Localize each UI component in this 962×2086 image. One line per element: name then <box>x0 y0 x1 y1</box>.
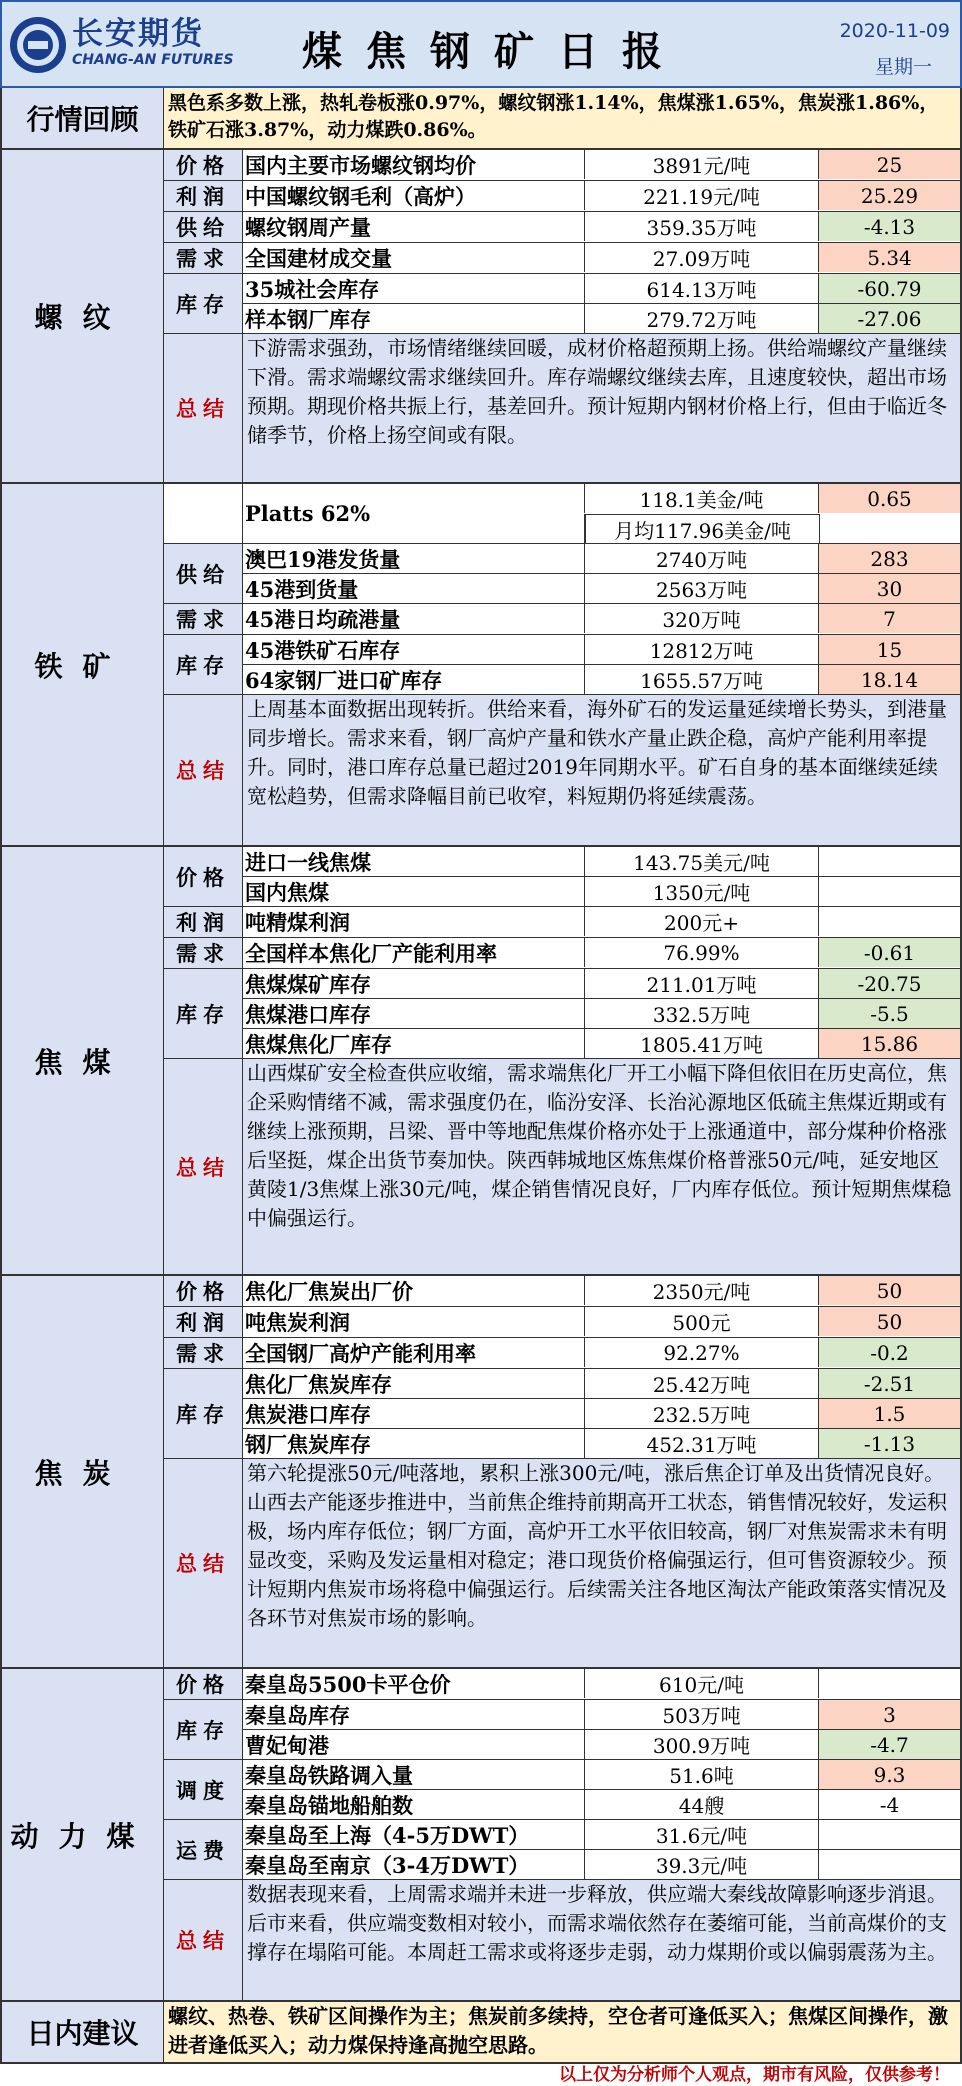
indicator-value: 221.19元/吨 <box>585 181 819 210</box>
indicator-group <box>164 1760 960 1820</box>
indicator-value: 12812万吨 <box>585 635 819 664</box>
category-label: 库存 <box>164 1700 243 1759</box>
indicator-name: 进口一线焦煤 <box>243 847 585 876</box>
category-label: 库存 <box>164 969 243 1058</box>
indicator-group <box>164 1820 960 1880</box>
indicator-row <box>243 212 960 241</box>
indicator-row <box>243 574 960 603</box>
section-name: 动力煤 <box>2 1669 164 2000</box>
indicator-name: 吨精煤利润 <box>243 907 585 936</box>
indicator-rows <box>243 847 960 906</box>
summary-label: 总结 <box>164 334 243 482</box>
indicator-change: -2.51 <box>819 1369 960 1398</box>
section-body <box>164 150 960 482</box>
indicator-row <box>243 1429 960 1458</box>
section-name: 螺纹 <box>2 150 164 482</box>
indicator-group <box>164 212 960 243</box>
section-4 <box>0 1669 962 2002</box>
indicator-name: 国内主要市场螺纹钢均价 <box>243 150 585 179</box>
summary-group <box>164 695 960 845</box>
indicator-value: 3891元/吨 <box>585 150 819 179</box>
intraday-advice-text: 螺纹、热卷、铁矿区间操作为主；焦炭前多续持，空仓者可逢低买入；焦煤区间操作，激进者逢低买入；动力煤保持逢高抛空思路。 <box>164 2002 960 2062</box>
indicator-group <box>164 1338 960 1369</box>
indicator-value: 232.5万吨 <box>585 1399 819 1428</box>
indicator-group <box>164 1276 960 1307</box>
chang-an-logo-icon <box>6 10 76 80</box>
category-label: 库存 <box>164 635 243 694</box>
indicator-row <box>243 604 960 633</box>
indicator-row <box>243 484 960 526</box>
indicator-value: 332.5万吨 <box>585 999 819 1028</box>
indicator-name: 焦煤港口库存 <box>243 999 585 1028</box>
indicator-change: 18.14 <box>819 665 960 694</box>
indicator-change: 50 <box>819 1276 960 1305</box>
indicator-change: 0.65 <box>819 484 960 513</box>
indicator-name: Platts 62% <box>245 501 371 526</box>
indicator-value: 452.31万吨 <box>585 1429 819 1458</box>
indicator-rows <box>243 604 960 634</box>
category-label: 运费 <box>164 1820 243 1879</box>
report-weekday: 星期一 <box>874 56 932 78</box>
indicator-group <box>164 544 960 604</box>
section-name: 焦煤 <box>2 847 164 1274</box>
indicator-change: 15.86 <box>819 1029 960 1058</box>
indicator-name: 秦皇岛锚地船舶数 <box>243 1790 585 1819</box>
indicator-change: -20.75 <box>819 969 960 998</box>
indicator-change: 9.3 <box>819 1760 960 1789</box>
indicator-change: -0.2 <box>819 1338 960 1367</box>
indicator-value: 27.09万吨 <box>585 243 819 272</box>
indicator-row <box>243 1820 960 1850</box>
indicator-row <box>243 1029 960 1058</box>
indicator-group <box>164 907 960 938</box>
category-label: 供给 <box>164 212 243 242</box>
summary-group <box>164 1459 960 1667</box>
footer <box>0 2056 962 2086</box>
indicator-rows <box>243 1338 960 1368</box>
indicator-change <box>819 907 960 936</box>
indicator-change: 15 <box>819 635 960 664</box>
indicator-change: -4.7 <box>819 1730 960 1759</box>
indicator-change: 25 <box>819 150 960 179</box>
category-label: 库存 <box>164 274 243 333</box>
category-label: 价格 <box>164 847 243 906</box>
indicator-change: 7 <box>819 604 960 633</box>
indicator-group <box>164 1369 960 1459</box>
company-name-en: CHANG-AN FUTURES <box>72 52 234 68</box>
indicator-name: 焦煤焦化厂库存 <box>243 1029 585 1058</box>
indicator-name: 秦皇岛至上海（4-5万DWT） <box>243 1820 585 1849</box>
indicator-value: 31.6元/吨 <box>585 1820 819 1849</box>
section-2 <box>0 847 962 1276</box>
commodity-sections <box>0 150 962 2002</box>
indicator-rows <box>243 150 960 180</box>
indicator-value: 51.6吨 <box>585 1760 819 1789</box>
indicator-name: 45港铁矿石库存 <box>243 635 585 664</box>
indicator-rows <box>243 181 960 211</box>
indicator-row <box>243 243 960 272</box>
indicator-value: 359.35万吨 <box>585 212 819 241</box>
summary-label: 总结 <box>164 1459 243 1667</box>
summary-text: 数据表现来看，上周需求端并未进一步释放，供应端大秦线故障影响逐步消退。后市来看，供应端变数相对较小，而需求端依然存在萎缩可能，当前高煤价的支撑存在塌陷可能。本周赶工需求或将逐步走弱，动力煤期价或以偏弱震荡为主。 <box>243 1880 960 2000</box>
indicator-name: 秦皇岛库存 <box>243 1700 585 1729</box>
report-date: 2020-11-09 <box>839 20 950 42</box>
indicator-value: 76.99% <box>585 938 819 967</box>
indicator-change: 50 <box>819 1307 960 1336</box>
indicator-change <box>819 877 960 906</box>
indicator-group <box>164 1307 960 1338</box>
indicator-value: 39.3元/吨 <box>585 1850 819 1879</box>
section-0 <box>0 150 962 484</box>
indicator-row <box>243 1399 960 1429</box>
indicator-name: 64家钢厂进口矿库存 <box>243 665 585 694</box>
indicator-row <box>243 274 960 304</box>
indicator-row <box>243 907 960 936</box>
category-label: 需求 <box>164 938 243 968</box>
market-review-label: 行情回顾 <box>2 88 164 148</box>
indicator-rows <box>243 969 960 1058</box>
indicator-name: 焦化厂焦炭库存 <box>243 1369 585 1398</box>
indicator-row <box>243 969 960 999</box>
indicator-name: 曹妃甸港 <box>243 1730 585 1759</box>
indicator-name: 螺纹钢周产量 <box>243 212 585 241</box>
section-body <box>164 1276 960 1667</box>
indicator-change <box>819 1669 960 1698</box>
indicator-change <box>820 514 960 543</box>
summary-group <box>164 1880 960 2000</box>
summary-text: 上周基本面数据出现转折。供给来看，海外矿石的发运量延续增长势头，到港量同步增长。需求来看，钢厂高炉产量和铁水产量止跌企稳，高炉产能利用率提升。同时，港口库存总量已超过2019年同期水平。矿石自身的基本面继续延续宽松趋势，但需求降幅目前已收窄，料短期仍将延续震荡。 <box>243 695 960 845</box>
indicator-row <box>243 304 960 333</box>
indicator-rows <box>243 1760 960 1819</box>
indicator-row <box>243 1669 960 1698</box>
indicator-row <box>243 544 960 574</box>
category-label: 库存 <box>164 1369 243 1458</box>
indicator-group <box>164 969 960 1059</box>
indicator-name: 国内焦煤 <box>243 877 585 906</box>
summary-group <box>164 334 960 482</box>
indicator-value: 500元 <box>585 1307 819 1336</box>
indicator-change: 25.29 <box>819 181 960 210</box>
indicator-change: -0.61 <box>819 938 960 967</box>
indicator-group <box>164 274 960 334</box>
indicator-name: 全国样本焦化厂产能利用率 <box>243 938 585 967</box>
indicator-name: 样本钢厂库存 <box>243 304 585 333</box>
indicator-name: 全国建材成交量 <box>243 243 585 272</box>
category-label: 价格 <box>164 1276 243 1306</box>
category-label: 供给 <box>164 544 243 603</box>
indicator-name: 45港日均疏港量 <box>243 604 585 633</box>
report-title: 煤焦钢矿日报 <box>302 28 686 75</box>
indicator-name: 秦皇岛铁路调入量 <box>243 1760 585 1789</box>
indicator-row <box>243 150 960 179</box>
category-label: 需求 <box>164 604 243 634</box>
indicator-rows <box>243 1700 960 1759</box>
indicator-name: 钢厂焦炭库存 <box>243 1429 585 1458</box>
category-label: 价格 <box>164 1669 243 1699</box>
indicator-name: 中国螺纹钢毛利（高炉） <box>243 181 585 210</box>
indicator-value: 211.01万吨 <box>585 969 819 998</box>
indicator-group <box>164 181 960 212</box>
indicator-value: 320万吨 <box>585 604 819 633</box>
summary-label: 总结 <box>164 695 243 845</box>
indicator-rows <box>243 1820 960 1879</box>
indicator-value: 614.13万吨 <box>585 274 819 303</box>
indicator-value: 503万吨 <box>585 1700 819 1729</box>
indicator-change: 1.5 <box>819 1399 960 1428</box>
category-label: 需求 <box>164 243 243 273</box>
indicator-row <box>243 1850 960 1879</box>
section-body <box>164 1669 960 2000</box>
indicator-group <box>164 938 960 969</box>
indicator-value: 279.72万吨 <box>585 304 819 333</box>
indicator-name: 焦炭港口库存 <box>243 1399 585 1428</box>
indicator-rows <box>243 938 960 968</box>
section-name: 铁矿 <box>2 484 164 845</box>
indicator-row <box>243 999 960 1029</box>
company-name-cn: 长安期货 <box>72 16 204 52</box>
indicator-change: 283 <box>819 544 960 573</box>
section-name: 焦炭 <box>2 1276 164 1667</box>
indicator-change: -4.13 <box>819 212 960 241</box>
indicator-change: -60.79 <box>819 274 960 303</box>
indicator-rows <box>243 274 960 333</box>
indicator-row <box>243 1338 960 1367</box>
indicator-rows <box>243 212 960 242</box>
indicator-name: 焦化厂焦炭出厂价 <box>243 1276 585 1305</box>
indicator-rows <box>243 1276 960 1306</box>
summary-text: 第六轮提涨50元/吨落地，累积上涨300元/吨，涨后焦企订单及出货情况良好。山西去产能逐步推进中，当前焦企维持前期高开工状态，销售情况较好，发运积极，场内库存低位；钢厂方面，高炉开工水平依旧较高，钢厂对焦炭需求未有明显改变，采购及发运量相对稳定；港口现货价格偏强运行，但可售资源较少。预计短期内焦炭市场将稳中偏强运行。后续需关注各地区淘汰产能政策落实情况及各环节对焦炭市场的影响。 <box>243 1459 960 1667</box>
indicator-value: 143.75美元/吨 <box>585 847 819 876</box>
indicator-row <box>243 877 960 906</box>
section-body <box>164 847 960 1274</box>
indicator-name: 吨焦炭利润 <box>243 1307 585 1336</box>
indicator-rows <box>243 1369 960 1458</box>
indicator-row <box>243 847 960 877</box>
category-label: 利润 <box>164 1307 243 1337</box>
indicator-group <box>164 150 960 181</box>
indicator-name: 秦皇岛至南京（3-4万DWT） <box>243 1850 585 1879</box>
indicator-change <box>819 1850 960 1879</box>
intraday-advice <box>0 2002 962 2064</box>
indicator-group <box>164 243 960 274</box>
category-label: 价格 <box>164 150 243 180</box>
indicator-change: 3 <box>819 1700 960 1729</box>
indicator-group <box>164 635 960 695</box>
indicator-row <box>243 1700 960 1730</box>
category-label: 需求 <box>164 1338 243 1368</box>
indicator-name: 全国钢厂高炉产能利用率 <box>243 1338 585 1367</box>
indicator-row <box>243 938 960 967</box>
summary-group <box>164 1059 960 1274</box>
indicator-value: 2740万吨 <box>585 544 819 573</box>
indicator-value: 610元/吨 <box>585 1669 819 1698</box>
summary-label: 总结 <box>164 1059 243 1274</box>
category-label: 利润 <box>164 181 243 211</box>
section-1 <box>0 484 962 847</box>
indicator-group <box>164 604 960 635</box>
indicator-rows <box>243 544 960 603</box>
indicator-row <box>243 1369 960 1399</box>
summary-text: 山西煤矿安全检查供应收缩，需求端焦化厂开工小幅下降但依旧在历史高位，焦企采购情绪不减，需求强度仍在，临汾安泽、长治沁源地区低硫主焦煤近期或有继续上涨预期，吕梁、晋中等地配焦煤价格亦处于上涨通道中，部分煤种价格涨后坚挺，煤企出货节奏加快。陕西韩城地区炼焦煤价格普涨50元/吨，延安地区黄陵1/3焦煤上涨30元/吨，煤企销售情况良好，厂内库存低位。预计短期焦煤稳中偏强运行。 <box>243 1059 960 1274</box>
indicator-row <box>243 1276 960 1305</box>
indicator-value: 118.1美金/吨 <box>584 484 819 513</box>
category-label: 利润 <box>164 907 243 937</box>
disclaimer: 以上仅为分析师个人观点，期市有风险，仅供参考！ <box>559 2065 950 2085</box>
indicator-value: 月均117.96美金/吨 <box>585 514 820 543</box>
indicator-name: 45港到货量 <box>243 574 585 603</box>
indicator-rows <box>243 1307 960 1337</box>
market-review-text: 黑色系多数上涨，热轧卷板涨0.97%，螺纹钢涨1.14%，焦煤涨1.65%，焦炭涨1.86%，铁矿石涨3.87%，动力煤跌0.86%。 <box>164 88 960 148</box>
indicator-name: 35城社会库存 <box>243 274 585 303</box>
indicator-row <box>243 181 960 210</box>
indicator-change <box>819 1820 960 1849</box>
indicator-row <box>243 1760 960 1790</box>
category-label <box>164 484 243 543</box>
indicator-change: -4 <box>879 1792 900 1817</box>
indicator-change: -1.13 <box>819 1429 960 1458</box>
indicator-rows <box>243 1669 960 1699</box>
indicator-name: 秦皇岛5500卡平仓价 <box>243 1669 585 1698</box>
category-label: 调度 <box>164 1760 243 1819</box>
indicator-row <box>243 1790 960 1819</box>
section-body <box>164 484 960 845</box>
indicator-value: 44艘 <box>585 1790 819 1819</box>
intraday-advice-label: 日内建议 <box>2 2002 164 2062</box>
indicator-name: 澳巴19港发货量 <box>243 544 585 573</box>
indicator-group <box>164 847 960 907</box>
indicator-value: 92.27% <box>585 1338 819 1367</box>
indicator-value: 200元+ <box>585 907 819 936</box>
indicator-row <box>243 1307 960 1336</box>
indicator-group <box>164 484 960 544</box>
indicator-change: 30 <box>819 574 960 603</box>
indicator-row <box>243 635 960 665</box>
indicator-rows <box>243 907 960 937</box>
indicator-rows <box>243 243 960 273</box>
indicator-value: 300.9万吨 <box>585 1730 819 1759</box>
summary-label: 总结 <box>164 1880 243 2000</box>
indicator-value: 1350元/吨 <box>585 877 819 906</box>
report-header <box>0 0 962 88</box>
indicator-change: -5.5 <box>819 999 960 1028</box>
indicator-value: 1655.57万吨 <box>585 665 819 694</box>
indicator-rows <box>243 484 960 543</box>
indicator-group <box>164 1669 960 1700</box>
indicator-value: 2563万吨 <box>585 574 819 603</box>
indicator-group <box>164 1700 960 1760</box>
indicator-rows <box>243 635 960 694</box>
indicator-row <box>243 665 960 694</box>
section-3 <box>0 1276 962 1669</box>
summary-text: 下游需求强劲，市场情绪继续回暖，成材价格超预期上扬。供给端螺纹产量继续下滑。需求端螺纹需求继续回升。库存端螺纹继续去库，且速度较快，超出市场预期。期现价格共振上行，基差回升。预计短期内钢材价格上行，但由于临近冬储季节，价格上扬空间或有限。 <box>243 334 960 482</box>
indicator-change: 5.34 <box>819 243 960 272</box>
indicator-row <box>243 1730 960 1759</box>
indicator-value: 2350元/吨 <box>585 1276 819 1305</box>
indicator-change <box>819 847 960 876</box>
indicator-value: 25.42万吨 <box>585 1369 819 1398</box>
market-review <box>0 88 962 150</box>
indicator-name: 焦煤煤矿库存 <box>243 969 585 998</box>
indicator-change: -27.06 <box>819 304 960 333</box>
indicator-value: 1805.41万吨 <box>585 1029 819 1058</box>
